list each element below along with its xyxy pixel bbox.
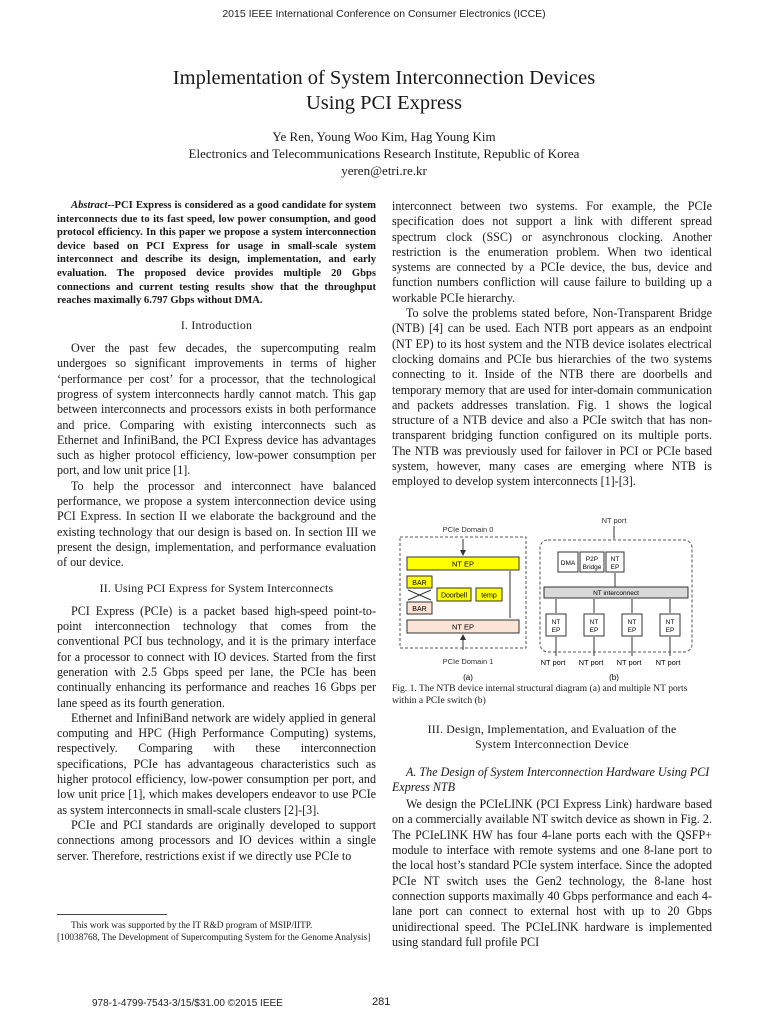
design-paragraph-1: We design the PCIeLINK (PCI Express Link) hardware based on a commercially available NT switch device as shown in Fig. 2. The PCIeLINK HW has four 4-lane ports each with the QSFP+ module to interface with remote systems and one 8-lane port to the local host’s standard PCIe system interface. Since the adopted PCIe NT switch uses the Gen2 technology, the 8-lane host connection supports maximally 40 Gbps performance and each 4-lane port can connect to external host with up to 20 Gbps unidirectional speed. The PCIeLINK hardware is implemented using standard full profile PCI [392,797,712,949]
author-email: yeren@etri.re.kr [341,163,427,178]
abstract [57,199,376,308]
fig-b-ntport-1: NT port [540,658,566,667]
conference-header: 2015 IEEE International Conference on Consumer Electronics (ICCE) [222,8,546,20]
subsection-3a-heading: A. The Design of System Interconnection Hardware Using PCI Express NTB [392,764,710,794]
fig-b-p2p-label: P2P [585,556,599,563]
figure-1b [540,516,692,682]
abstract-text: --PCI Express is considered as a good candidate for system interconnects due to its fast speed, low power consumption, and good protocol efficiency. In this paper we propose a system interconnection device based on PCI Express for usage in small-scale system interconnect and describe its design, implementation, and early evaluation. The proposed device provides multiple 20 Gbps connections and current testing results show that the throughput reaches maximally 6.797 Gbps without DMA. [57,200,376,307]
figure-1 [392,510,712,682]
footnote [57,920,376,944]
fig-a-domain0: PCIe Domain 0 [442,525,494,534]
fig-b-nt-2: NT [589,619,599,626]
section-3 [392,722,712,950]
footnote-line-2: [10038768, The Development of Supercomputing System for the Genome Analysis] [57,933,371,943]
fig-b-port-1 [541,599,567,667]
fig-b-bridge-label: Bridge [582,564,602,571]
section-3-heading-line-2: System Interconnection Device [475,737,629,752]
fig-a-ntep-top-label: NT EP [452,559,474,569]
section-3-heading-line-1: III. Design, Implementation, and Evaluation of the [427,722,677,736]
figure-1-caption: Fig. 1. The NTB device internal structural diagram (a) and multiple NT ports within a PCIe switch (b) [392,683,688,706]
fig-b-ntport-top: NT port [601,516,627,525]
title-line-1: Implementation of System Interconnection Devices [172,67,596,89]
fig-b-ep-3: EP [627,627,637,634]
section-1-heading: I. Introduction [180,317,253,332]
fig-b-port-3 [617,599,643,667]
fig-a-label: (a) [463,673,473,682]
ntb-paragraph-2: To solve the problems stated before, Non-Transparent Bridge (NTB) [4] can be used. Each NTB port appears as an endpoint (NT EP) to its host system and the NTB device isolates electrical clocking domains and PCIe bus hierarchies of the two systems connecting to it. Inside of the NTB there are doorbells and temporary memory that are used for inter-domain communication and packets addresses translation. Fig. 1 shows the logical structure of a NTB device and also a PCIe switch that has non-transparent bridging function configured on its multiple ports. The NTB was previously used for failover in PCI or PCIe based system, however, many cases are emerging where NTB is employed to develop system interconnects [1]-[3]. [392,306,712,489]
right-column [392,199,712,490]
fig-b-ntport-2: NT port [578,658,604,667]
fig-b-nt-3: NT [627,619,637,626]
authors: Ye Ren, Young Woo Kim, Hag Young Kim [272,129,496,144]
section-2-heading: II. Using PCI Express for System Interconnects [99,580,334,595]
fig-a-bar-top-label: BAR [412,580,427,587]
fig-b-nt-1: NT [551,619,561,626]
paper-title [60,66,708,116]
fig-b-top-ep-label: EP [610,564,620,571]
fig-b-nt-4: NT [665,619,675,626]
fig-b-ep-4: EP [665,627,675,634]
fig-b-dma-label: DMA [560,560,576,567]
fig-b-ntport-3: NT port [616,658,642,667]
fig-b-top-nt-label: NT [610,556,620,563]
abstract-label: Abstract [71,200,108,211]
fig-b-ep-2: EP [589,627,599,634]
fig-a-temp-label: temp [481,592,497,600]
fig-b-label: (b) [609,673,619,682]
isbn-line: 978-1-4799-7543-3/15/$31.00 ©2015 IEEE [92,998,283,1009]
page-number: 281 [372,996,391,1008]
intro-paragraph-1: Over the past few decades, the supercomputing realm undergoes so significant improvements in terms of higher ‘performance per cost’ for a processor, that the technological progress of system interconnects hardly cannot match. This gap between interconnects and processors exists in both performance and price. Comparing with existing interconnects such as Ethernet and InfiniBand, the PCI Express device has advantages such as higher protocol efficiency, low-power consumption per port, and low unit price [1]. [57,341,376,478]
footnote-rule [57,914,167,915]
affiliation: Electronics and Telecommunications Research Institute, Republic of Korea [188,146,580,161]
fig-a-bar-bottom-label: BAR [412,606,427,613]
pcie-paragraph-1: PCI Express (PCIe) is a packet based high-speed point-to-point interconnection technology that comes from the conventional PCI bus technology, and it is the primary interface for a processor to connect with IO devices. Started from the first generation with 2.5 Gbps speed per lane, the PCIe has been continually enhancing its performance and reaches 16 Gbps per lane speed as its fourth generation. [57,603,376,710]
ntb-paragraph-continued: interconnect between two systems. For example, the PCIe specification does not support a link with different spread spectrum clock (SSC) or asynchronous clocking. Another restriction is the enumeration problem. When two identical systems are connected by a PCIe device, the bus, device and function numbers confliction will cause failure to building up a workable PCIe hierarchy. [392,199,712,305]
figure-1a [400,525,526,682]
fig-a-ntep-bottom-label: NT EP [452,622,474,632]
title-line-2: Using PCI Express [305,92,463,114]
section-3-heading [392,722,712,753]
fig-b-ep-1: EP [551,627,561,634]
left-column [57,199,376,864]
pcie-paragraph-2: Ethernet and InfiniBand network are widely applied in general computing and HPC (High Performance Computing) systems, respectively. Comparing with these interconnection specifications, PCIe has advantageous characteristics such as higher protocol efficiency, low-power consumption per port, and low unit price [1], which makes developers endeavor to use PCIe as system interconnects in small-scale clusters [2]-[3]. [57,710,376,817]
fig-b-ntport-4: NT port [655,658,681,667]
fig-a-doorbell-label: Doorbell [440,592,468,600]
fig-b-port-4 [656,599,682,667]
fig-b-port-2 [579,599,605,667]
footnote-line-1: This work was supported by the IT R&D program of MSIP/IITP. [71,921,313,931]
fig-b-interconnect-label: NT interconnect [593,590,639,597]
pcie-paragraph-3: PCIe and PCI standards are originally developed to support connections among processors and IO devices within a single server. Therefore, restrictions exist if we directly use PCIe to [57,817,376,863]
intro-paragraph-2: To help the processor and interconnect have balanced performance, we propose a system interconnection device using PCI Express. In section II we elaborate the background and the existing technology that our design is based on. In section III we present the design, implementation, and performance evaluation of our device. [57,478,376,570]
fig-a-domain1: PCIe Domain 1 [442,657,494,666]
